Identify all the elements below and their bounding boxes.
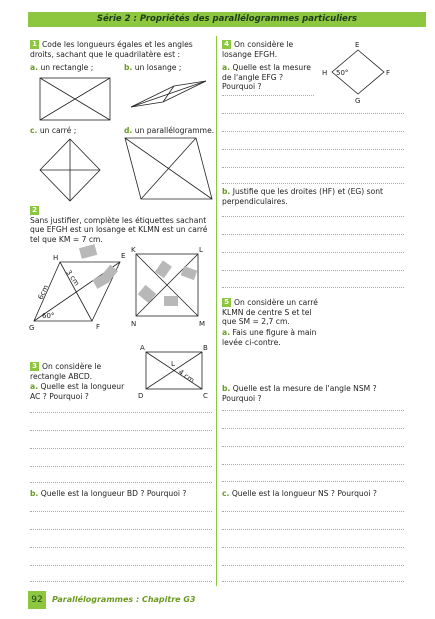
- parallelogram-figure: [125, 138, 212, 199]
- vertex-n: N: [131, 320, 137, 328]
- ex5-number: 5: [222, 298, 231, 307]
- ex1-d: d. un parallélogramme.: [124, 126, 215, 135]
- vertex-k: K: [131, 246, 136, 254]
- ex1-b: b. un losange ;: [124, 63, 182, 72]
- ex5-a: a. Fais une figure à main levée ci-contre.: [222, 328, 317, 347]
- length-label-3cm: 3 cm: [64, 268, 81, 288]
- vertex-c: C: [203, 392, 208, 400]
- ex5-c: c. Quelle est la longueur NS ? Pourquoi ?: [222, 489, 377, 498]
- vertex-d: D: [138, 392, 144, 400]
- rectangle-figure: [40, 78, 110, 120]
- page-header: Série 2 : Propriétés des parallélogrammes particuliers: [28, 12, 426, 27]
- ex4-a: a. Quelle est la mesure de l'angle EFG ? Pourquoi ?: [222, 63, 311, 92]
- vertex-g: G: [29, 324, 35, 332]
- ex2-number: 2: [30, 206, 39, 215]
- ex1-text: Code les longueurs égales et les angles droits, sachant que le quadrilatère est :: [30, 40, 193, 59]
- angle-label: 60°: [42, 312, 55, 320]
- ex4-number: 4: [222, 40, 231, 49]
- ex5-b: b. Quelle est la mesure de l'angle NSM ? Pourquoi ?: [222, 384, 377, 403]
- ex1-a: a. un rectangle ;: [30, 63, 94, 72]
- ex1-number: 1: [30, 40, 39, 49]
- ex3-a: a. Quelle est la longueur AC ? Pourquoi ?: [30, 382, 125, 401]
- ex3-text: On considère le rectangle ABCD.: [30, 362, 102, 381]
- footer-title: Parallélogrammes : Chapitre G3: [52, 595, 196, 604]
- vertex-m: M: [199, 320, 206, 328]
- vertex-h4: H: [322, 69, 328, 77]
- square-figure: [40, 139, 100, 201]
- vertex-l: L: [199, 246, 203, 254]
- length-label-6cm: 6cm: [36, 283, 51, 301]
- ex4-text: On considère le losange EFGH.: [222, 40, 294, 59]
- vertex-h: H: [53, 254, 59, 262]
- angle-50-label: 50°: [336, 69, 349, 77]
- vertex-f: F: [96, 323, 101, 331]
- rectangle-abcd-figure: [146, 352, 202, 389]
- page-number: 92: [28, 591, 46, 609]
- vertex-e4: E: [355, 41, 360, 49]
- ex3-b: b. Quelle est la longueur BD ? Pourquoi ?: [30, 489, 187, 498]
- ex5-text: On considère un carré KLMN de centre S et tel que SM = 2,7 cm.: [222, 298, 318, 327]
- length-label-4cm: 4 cm: [176, 368, 196, 385]
- vertex-b: B: [203, 344, 208, 352]
- vertex-f4: F: [386, 69, 391, 77]
- vertex-g4: G: [355, 97, 361, 105]
- rhombus-figure: [131, 81, 206, 107]
- ex3-number: 3: [30, 362, 39, 371]
- ex1-c: c. un carré ;: [30, 126, 77, 135]
- point-l: L: [171, 360, 175, 368]
- vertex-e: E: [121, 252, 126, 260]
- ex4-b: b. Justifie que les droites (HF) et (EG) sont perpendiculaires.: [222, 187, 384, 206]
- answer-tags[interactable]: [79, 244, 197, 306]
- vertex-a: A: [140, 344, 145, 352]
- ex2-text: Sans justifier, complète les étiquettes sachant que EFGH est un losange et KLMN est un carré tel que KM = 7 cm.: [30, 215, 208, 244]
